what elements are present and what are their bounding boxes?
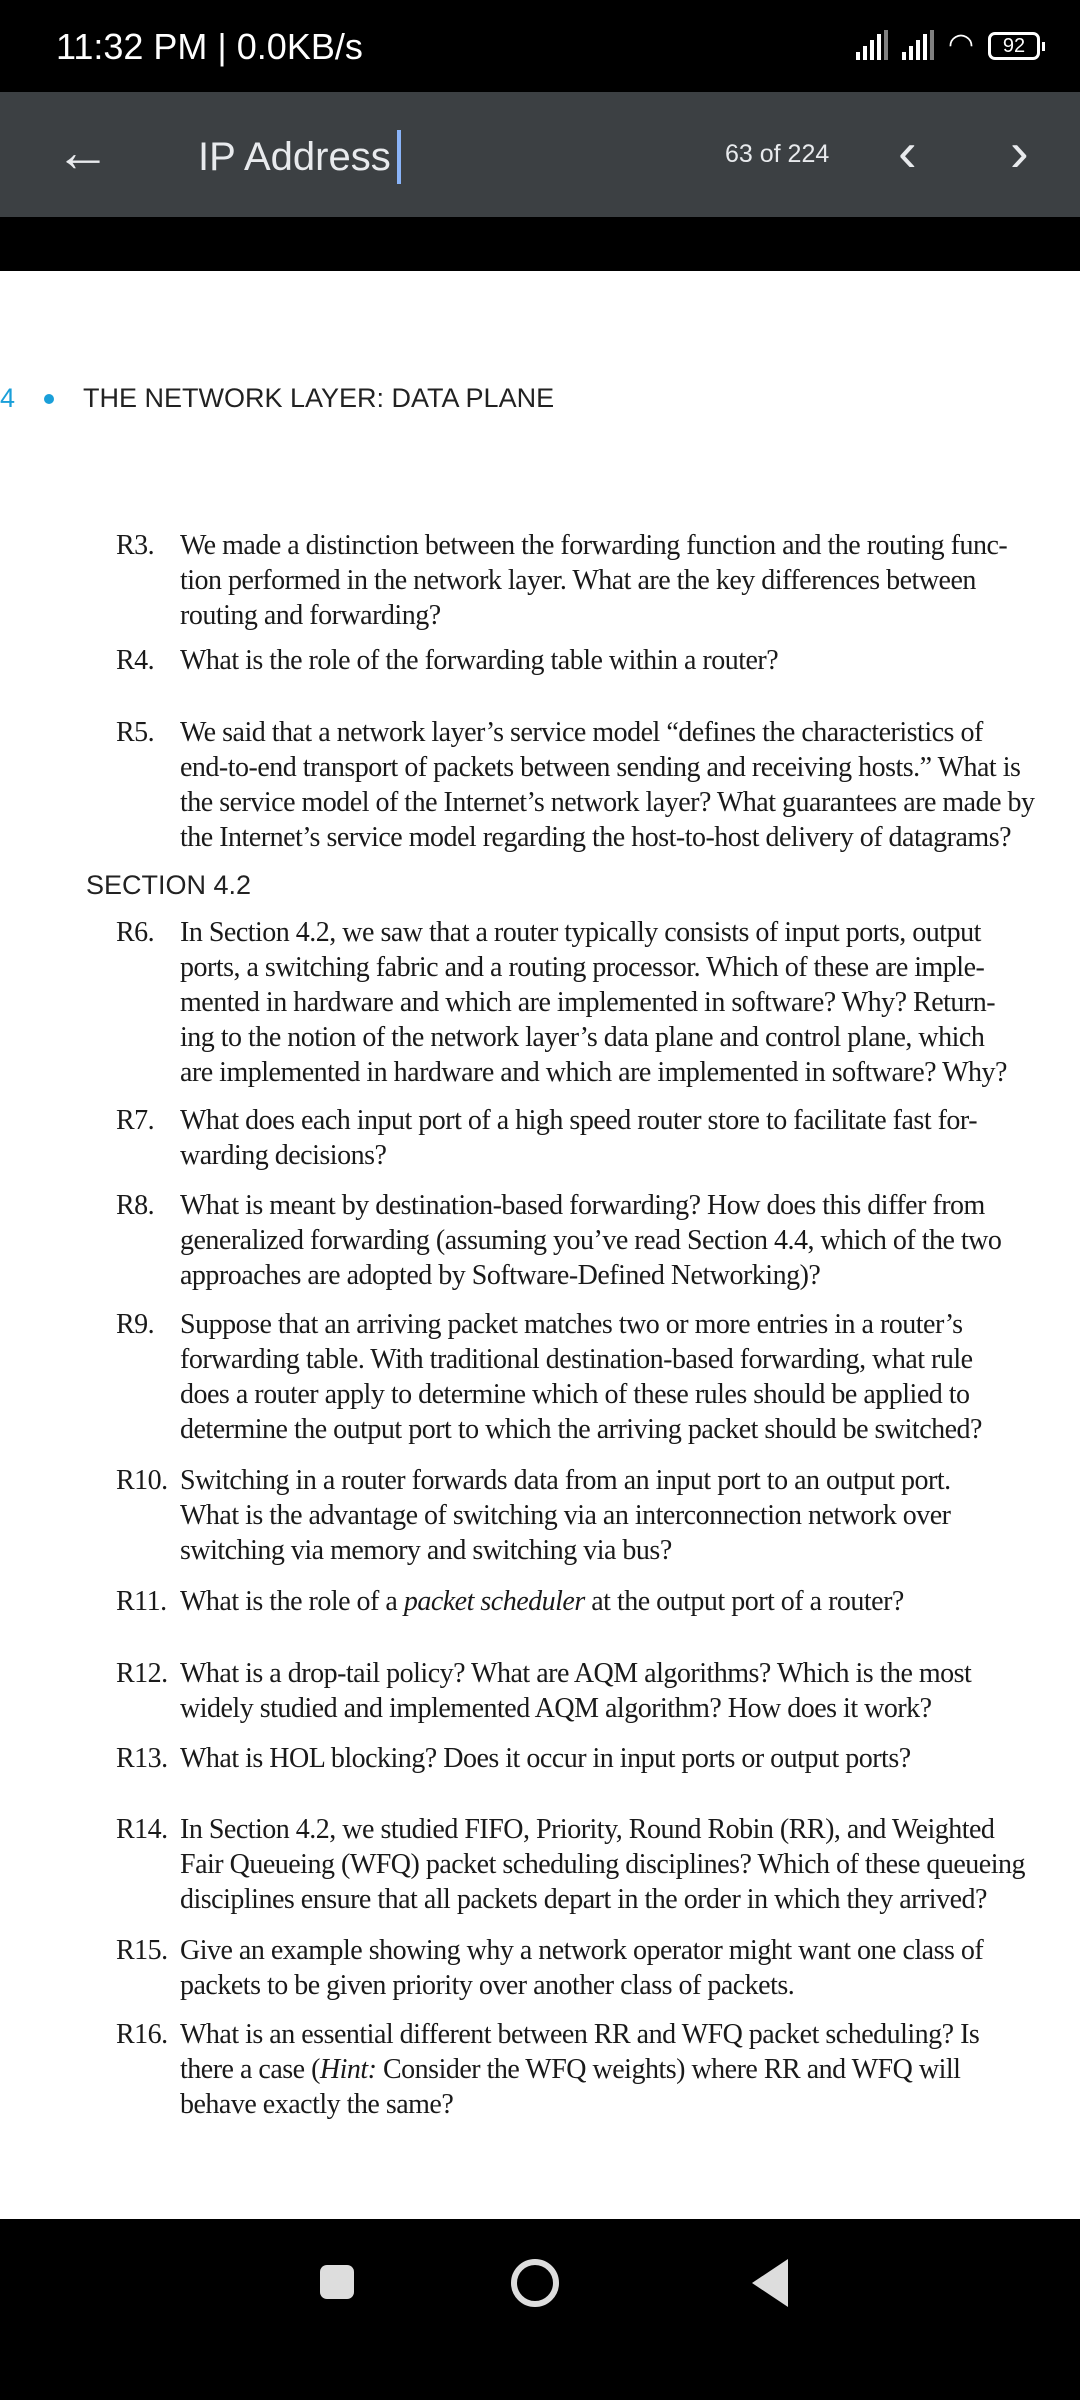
question-line: In Section 4.2, we saw that a router typically consists of input ports, output [180,917,981,948]
chapter-header [0,383,554,414]
home-button-icon[interactable] [511,2259,559,2307]
question-label: R6. [116,917,155,948]
question-label: R9. [116,1309,155,1340]
wifi-icon: ◠ [947,28,974,61]
recents-button-icon[interactable] [320,2265,354,2299]
question-line: does a router apply to determine which of these rules should be applied to [180,1379,970,1410]
question-line: Suppose that an arriving packet matches two or more entries in a router’s [180,1309,963,1340]
question-line: In Section 4.2, we studied FIFO, Priority, Round Robin (RR), and Weighted [180,1814,995,1845]
text-cursor [397,130,401,184]
question-line: are implemented in hardware and which are implemented in software? Why? [180,1057,1007,1088]
question-line: What is a drop-tail policy? What are AQM algorithms? Which is the most [180,1658,972,1689]
chapter-number: 4 [0,383,16,413]
question-line: the Internet’s service model regarding the host-to-host delivery of datagrams? [180,822,1012,853]
status-icons [856,30,1040,60]
question-line: What is the advantage of switching via an interconnection network over [180,1500,951,1531]
search-input[interactable] [198,130,401,184]
status-time: 11:32 PM | 0.0KB/s [56,26,363,67]
text-segment: What is the role of a [180,1586,404,1617]
question-label: R3. [116,530,155,561]
question-line: Give an example showing why a network operator might want one class of [180,1935,984,1966]
navigation-bar [0,2219,1080,2400]
question-line: warding decisions? [180,1140,387,1171]
battery-icon [988,32,1040,60]
bullet-icon [44,394,54,404]
question-label: R13. [116,1743,168,1774]
text-segment: at the output port of a router? [584,1586,904,1617]
question-line: We made a distinction between the forwarding function and the routing func- [180,530,1008,561]
question-line [180,2052,960,2087]
match-count: 63 of 224 [725,140,830,168]
question-line: ing to the notion of the network layer’s data plane and control plane, which [180,1022,985,1053]
status-bar [0,0,1080,92]
back-arrow-icon[interactable]: ← [55,120,111,183]
question-line [180,1584,904,1619]
question-line: Fair Queueing (WFQ) packet scheduling disciplines? Which of these queueing [180,1849,1026,1880]
question-line: widely studied and implemented AQM algorithm? How does it work? [180,1693,932,1724]
question-line: mented in hardware and which are implemented in software? Why? Return- [180,987,996,1018]
text-segment: Consider the WFQ weights) where RR and WFQ will [376,2054,961,2085]
find-toolbar [0,92,1080,217]
question-label: R4. [116,645,155,676]
question-line: What is meant by destination-based forwarding? How does this differ from [180,1190,985,1221]
question-line: generalized forwarding (assuming you’ve read Section 4.4, which of the two [180,1225,1002,1256]
section-heading: SECTION 4.2 [86,870,252,900]
battery-level: 92 [1002,34,1026,57]
question-line: packets to be given priority over another class of packets. [180,1970,795,2001]
question-label: R14. [116,1814,168,1845]
chapter-title: THE NETWORK LAYER: DATA PLANE [83,383,555,413]
previous-match-icon[interactable]: ‹ [898,120,917,183]
question-line: tion performed in the network layer. What are the key differences between [180,565,976,596]
next-match-icon[interactable]: › [1010,120,1029,183]
signal-icon-2 [902,30,934,60]
question-line: We said that a network layer’s service model “defines the characteristics of [180,717,983,748]
question-line: ports, a switching fabric and a routing processor. Which of these are imple- [180,952,985,983]
question-label: R7. [116,1105,155,1136]
question-line: routing and forwarding? [180,600,441,631]
question-line: approaches are adopted by Software-Defined Networking)? [180,1260,821,1291]
question-label: R8. [116,1190,155,1221]
toolbar-spacer [0,217,1080,271]
question-label: R5. [116,717,155,748]
italic-text: Hint: [319,2054,377,2085]
question-line: the service model of the Internet’s network layer? What guarantees are made by [180,787,1035,818]
question-line: determine the output port to which the arriving packet should be switched? [180,1414,982,1445]
question-label: R11. [116,1586,167,1617]
question-label: R12. [116,1658,168,1689]
question-line: What does each input port of a high speed router store to facilitate fast for- [180,1105,978,1136]
question-label: R15. [116,1935,168,1966]
question-line: What is the role of the forwarding table within a router? [180,645,779,676]
question-label: R10. [116,1465,168,1496]
question-line: end-to-end transport of packets between sending and receiving hosts.” What is [180,752,1021,783]
search-query: IP Address [198,134,391,179]
question-line: What is HOL blocking? Does it occur in input ports or output ports? [180,1743,911,1774]
question-line: forwarding table. With traditional destination-based forwarding, what rule [180,1344,973,1375]
question-line: disciplines ensure that all packets depart in the order in which they arrived? [180,1884,987,1915]
signal-icon [856,30,888,60]
question-label: R16. [116,2019,168,2050]
text-segment: there a case ( [180,2054,320,2085]
question-line: What is an essential different between RR and WFQ packet scheduling? Is [180,2019,980,2050]
question-line: behave exactly the same? [180,2089,454,2120]
back-button-icon[interactable] [752,2259,788,2307]
question-line: Switching in a router forwards data from an input port to an output port. [180,1465,951,1496]
italic-text: packet scheduler [403,1586,585,1617]
question-line: switching via memory and switching via bus? [180,1535,672,1566]
